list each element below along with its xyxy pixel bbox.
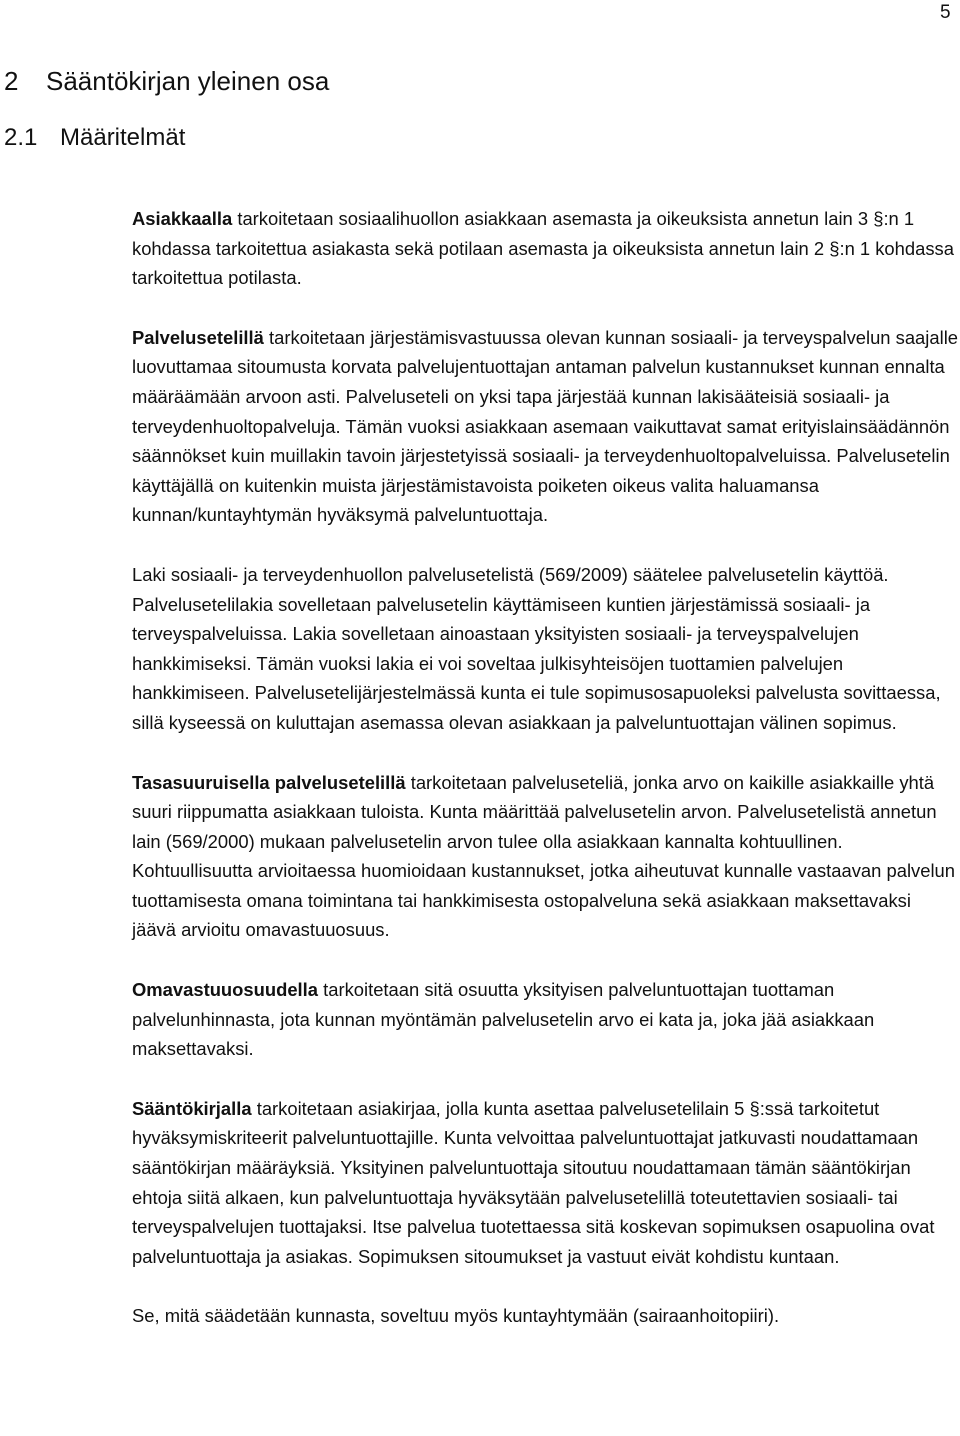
section-number: 2.1 — [4, 124, 38, 151]
paragraph-omavastuuosuudella — [132, 975, 958, 1064]
paragraph-kuntayhtyma — [132, 1301, 958, 1331]
paragraph-tasasuuruisella — [132, 768, 958, 946]
defined-term: Palvelusetelillä — [132, 326, 264, 348]
section-title: Määritelmät — [60, 124, 186, 151]
paragraph-text: tarkoitetaan asiakirjaa, jolla kunta asettaa palvelusetelilain 5 §:ssä tarkoitetut hyväksymiskriteerit palveluntuottajille. Kunta velvoittaa palveluntuottajat jatkuvasti noudattamaan sääntökirjan määräyksiä. Yksityinen palveluntuottaja sitoutuu noudattamaan tämän sääntökirjan ehtoja siitä alkaen, kun palveluntuottaja hyväksytään palvelusetelillä toteutettavien sosiaali- tai terveyspalvelujen tuottajaksi. Itse palvelua tuotettaessa sitä koskevan sopimuksen osapuolina ovat palveluntuottaja ja asiakas. Sopimuksen sitoumukset ja vastuut eivät kohdistu kuntaan. — [132, 1097, 935, 1267]
chapter-number: 2 — [4, 66, 19, 96]
paragraph-asiakkaalla — [132, 204, 958, 293]
paragraph-laki — [132, 560, 958, 738]
page-number: 5 — [940, 2, 951, 23]
paragraph-text: tarkoitetaan sitä osuutta yksityisen palveluntuottajan tuottaman palvelunhinnasta, jota kunnan myöntämän palvelusetelin arvo ei kata ja, joka jää asiakkaan maksettavaksi. — [132, 979, 875, 1060]
defined-term: Asiakkaalla — [132, 208, 233, 229]
paragraph-saantokirjalla — [132, 1094, 958, 1272]
section-heading — [4, 124, 185, 152]
paragraph-text: Se, mitä säädetään kunnasta, soveltuu myös kuntayhtymään (sairaanhoitopiiri). — [132, 1305, 780, 1327]
paragraph-text: tarkoitetaan palveluseteliä, jonka arvo on kaikille asiakkaille yhtä suuri riippumatta asiakkaan tuloista. Kunta määrittää palvelusetelin arvon. Palvelusetelistä annetun lain (569/2000) mukaan palvelusetelin arvon tulee olla asiakkaan kannalta kohtuullinen. Kohtuullisuutta arvioitaessa huomioidaan kustannukset, jotka aiheutuvat kunnalle vastaavan palvelun tuottamisesta omana toimintana tai hankkimisesta ostopalveluna sekä asiakkaan maksettavaksi jäävä arvioitu omavastuuosuus. — [132, 771, 956, 941]
defined-term: Omavastuuosuudella — [132, 979, 318, 1001]
defined-term: Tasasuuruisella palvelusetelillä — [132, 771, 406, 793]
paragraph-palvelusetelilla — [132, 323, 958, 530]
chapter-heading — [4, 66, 329, 97]
paragraph-text: tarkoitetaan sosiaalihuollon asiakkaan asemasta ja oikeuksista annetun lain 3 §:n 1 kohdassa tarkoitettua asiakasta sekä potilaan asemasta ja oikeuksista annetun lain 2 §:n 1 kohdassa tarkoitettua potilasta. — [132, 208, 954, 289]
defined-term: Sääntökirjalla — [132, 1097, 252, 1119]
document-body — [132, 204, 958, 1361]
chapter-title: Sääntökirjan yleinen osa — [46, 66, 330, 96]
paragraph-text: tarkoitetaan järjestämisvastuussa olevan kunnan sosiaali- ja terveyspalvelun saajalle luovuttamaa sitoumusta korvata palvelujentuottajan antaman palvelun kustannukset kunnan ennalta määräämään arvoon asti. Palveluseteli on yksi tapa järjestää kunnan lakisääteisiä sosiaali- ja terveydenhuoltopalveluja. Tämän vuoksi asiakkaan asemaan vaikuttavat samat erityislainsäädännön säännökset kuin muillakin tavoin järjestetyissä sosiaali- ja terveydenhuoltopalveluissa. Palvelusetelin käyttäjällä on kuitenkin muista järjestämistavoista poiketen oikeus valita haluamansa kunnan/kuntayhtymän hyväksymä palveluntuottaja. — [132, 326, 959, 526]
paragraph-text: Laki sosiaali- ja terveydenhuollon palvelusetelistä (569/2009) säätelee palvelusetelin käyttöä. Palvelusetelilakia sovelletaan palvelusetelin käyttämiseen kuntien järjestämissä sosiaali- ja terveyspalveluissa. Lakia sovelletaan ainoastaan yksityisten sosiaali- ja terveyspalvelujen hankkimiseksi. Tämän vuoksi lakia ei voi soveltaa julkisyhteisöjen tuottamien palvelujen hankkimiseen. Palvelusetelijärjestelmässä kunta ei tule sopimusosapuoleksi palvelusta sovittaessa, sillä kyseessä on kuluttajan asemassa olevan asiakkaan ja palveluntuottajan välinen sopimus. — [132, 563, 941, 733]
